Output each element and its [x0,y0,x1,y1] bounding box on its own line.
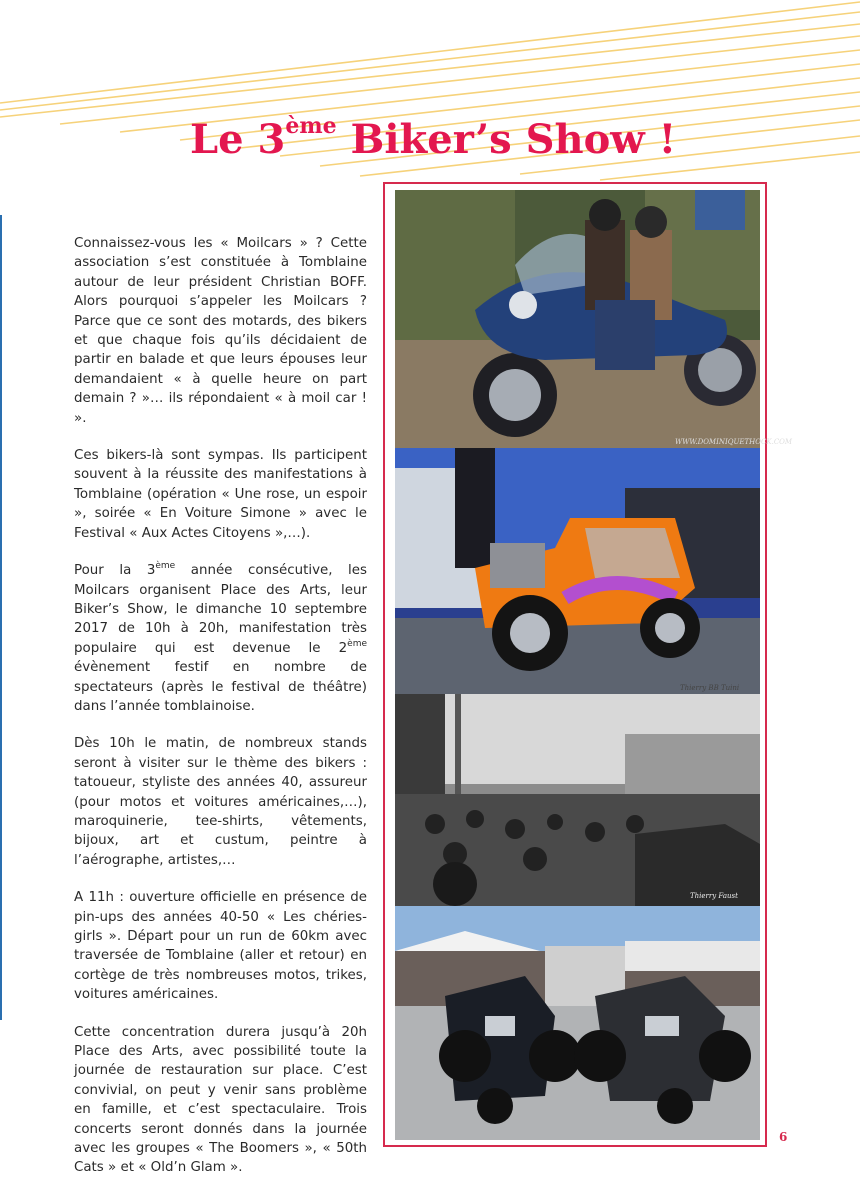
title-superscript: ème [285,113,337,139]
photo-crowd-bw [395,694,760,906]
paragraph-event-sup1: ème [155,561,176,572]
paragraph-concerts: Cette concentration durera jusqu’à 20h Place des Arts, avec possibilité toute la journée de restauration sur place. C’est convivial, on peut y venir sans problème en famille, et c’est spectaculaire. Trois concerts seront donnés dans la journée avec les groupes « The Boomers », « 50th Cats » et « Old’n Glam ». [74,1024,367,1176]
page-number: 6 [779,1130,788,1144]
paragraph-bikers: Ces bikers-là sont sympas. Ils participent souvent à la réussite des manifestations à Tomblaine (opération « Une rose, un espoir », soirée « En Voiture Simone » avec le Festival « Aux Actes Citoyens »,…). [74,448,367,541]
photo-hot-rod [395,448,760,694]
left-margin-rule [0,215,2,1020]
paragraph-stands: Dès 10h le matin, de nombreux stands seront à visiter sur le thème des bikers : tatoueur, styliste des années 40, assureur (pour motos et voitures américaines,…), maroquinerie, tee-shirts, vêtements, bijoux, art et custum, peintre à l’aérographe, artistes,… [74,736,367,868]
title-suffix: Biker’s Show ! [336,116,677,163]
paragraph-opening: A 11h : ouverture officielle en présence de pin-ups des années 40-50 « Les chéries-girls ». Départ pour un run de 60km avec traversée de Tomblaine (aller et retour) en cortège de très nombreuses motos, trikes, voitures américaines. [74,890,367,1003]
paragraph-event-part1: Pour la 3 [74,563,156,579]
photo-trike-riders [395,190,760,448]
paragraph-event [74,561,367,716]
paragraph-intro: Connaissez-vous les « Moilcars » ? Cette association s’est constituée à Tomblaine autour de leur président Christian BOFF. Alors pourquoi s’appeler les Moilcars ? Parce que ce sont des motards, des bikers et que chaque fois qu’ils décidaient de partir en balade et que leurs épouses leur demandaient « à quelle heure on part demain ? »… ils répondaient « à moil car ! ». [74,236,367,426]
paragraph-event-part2: année consécutive, les Moilcars organisent Place des Arts, leur Biker’s Show, le dimanche 10 septembre 2017 de 10h à 20h, manifestation très populaire qui est devenue le 2 [74,563,367,656]
article-body [74,234,367,1196]
photo-credit-1: WWW.DOMINIQUETHOCK.COM [675,438,793,446]
paragraph-event-part3: évènement festif en nombre de spectateurs (après le festival de théâtre) dans l’année tomblainoise. [74,660,367,714]
paragraph-event-sup2: ème [347,638,367,649]
page-title [190,98,790,168]
title-prefix: Le 3 [190,116,286,163]
photo-two-trikes [395,906,760,1140]
photo-credit-3: Thierry Faust [690,892,738,900]
photo-credit-2: Thierry BB Tuini [680,684,740,692]
